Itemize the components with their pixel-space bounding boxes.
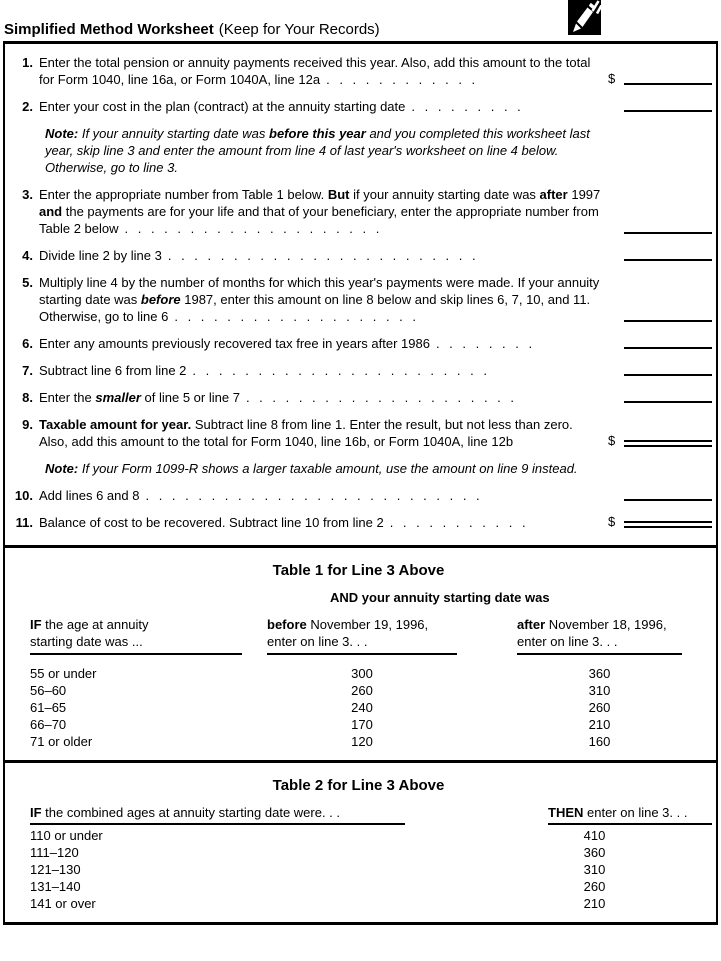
table-2-row [30,878,712,895]
text-run: after [539,187,568,202]
table-1-row-age: 55 or under [30,666,97,681]
text-run: before this year [269,126,366,141]
line-2-answer-blank[interactable] [624,110,712,112]
worksheet-line-1 [11,54,712,88]
table-2-row [30,827,712,844]
table-2-row-ages: 131–140 [30,879,81,894]
text-run: and you completed this worksheet last year, skip line 3 and enter the amount from line 4 of last year's worksheet on line 4 below. Otherwise, go to line 3. [45,126,590,175]
page-title [4,21,380,38]
line-6-answer [608,347,712,349]
line-4-text [39,247,604,264]
worksheet-line-3 [11,186,712,237]
line-4-answer-blank[interactable] [624,259,712,261]
line-7-answer [608,374,712,376]
line-7-text [39,362,604,379]
cell-value: 310 [588,683,611,698]
line-5-number: 5. [22,275,33,290]
line-5-answer [608,320,712,322]
line-3-answer-blank[interactable] [624,232,712,234]
header-bold: before [267,617,307,632]
worksheet-line-7 [11,362,712,379]
text-run: Taxable amount for year. [39,417,192,432]
line-9-number: 9. [22,417,33,432]
table-1-col1-header [30,616,267,665]
line-2-answer [608,110,712,112]
cell-value: 360 [583,845,606,860]
text-run: Enter the [39,390,96,405]
text-run: and [39,204,63,219]
line-10-answer [608,499,712,501]
text-run: Enter your cost in the plan (contract) at the annuity starting date [39,99,406,114]
table-1-row-age: 66–70 [30,717,67,732]
table-2-row [30,861,712,878]
line-2-note [45,125,607,176]
text-run: Add lines 6 and 8 [39,488,140,503]
line-6-text [39,335,604,352]
table-2-row-value [512,861,712,878]
line-1-number: 1. [22,55,33,70]
table-2-row [30,895,712,912]
text-run: Enter the total pension or annuity payments received this year. Also, add this amount to the total for Form 1040, line 16a, or Form 1040A, line 12a [39,55,591,87]
cell-value: 410 [583,828,606,843]
line-6-dot-leader: . . . . . . . . [435,336,533,351]
line-4-answer [608,259,712,261]
line-7-number: 7. [22,363,33,378]
table-2-body [30,827,712,912]
line-11-answer-blank[interactable] [624,521,712,528]
table-1-row-before-value [267,716,517,733]
table-2-col2-header [512,804,712,825]
line-11-currency-symbol: $ [608,514,616,529]
header-bold: IF [30,617,42,632]
cell-value: 240 [351,700,373,715]
pencil-icon [568,0,601,35]
cell-value: 260 [588,700,611,715]
page-title-main: Simplified Method Worksheet [4,21,214,38]
header-text-line2: enter on line 3. . . [267,634,368,649]
line-9-note [45,460,607,477]
line-9-answer [608,434,712,447]
worksheet-line-2 [11,98,712,115]
text-run: Multiply line 4 by the number of months for which this year's payments were made. If your annuity starting date was [39,275,600,307]
table-1-row-age: 61–65 [30,700,67,715]
cell-value: 310 [583,862,606,877]
text-run: smaller [95,390,141,405]
table-2-row-ages: 141 or over [30,896,96,911]
table-2-header-row [30,804,712,825]
table-1-row-before-value [267,733,517,750]
worksheet-line-10 [11,487,712,504]
line-1-currency-symbol: $ [608,71,616,86]
table-1-row-after-value [517,716,712,733]
line-3-text [39,186,604,237]
header [0,0,721,41]
line-1-answer-blank[interactable] [624,83,712,85]
line-8-answer-blank[interactable] [624,401,712,403]
table-1-section [5,548,716,760]
text-run: Note: [45,461,79,476]
text-run: Note: [45,126,79,141]
table-1-row-before-value [267,682,517,699]
cell-value: 170 [351,717,373,732]
line-7-dot-leader: . . . . . . . . . . . . . . . . . . . . . . . [192,363,487,378]
header-text-line2: enter on line 3. . . [517,634,618,649]
worksheet-lines [5,44,716,545]
table-1 [30,616,712,750]
table-2-row-ages: 111–120 [30,845,79,860]
table-1-row-after-value [517,665,712,682]
table-2-row [30,844,712,861]
cell-value: 360 [588,666,611,681]
table-1-row-after-value [517,682,712,699]
header-text-line2: starting date was ... [30,634,143,649]
line-1-text [39,54,604,88]
worksheet-line-6 [11,335,712,352]
line-1-dot-leader: . . . . . . . . . . . . [326,72,476,87]
table-1-col2-header [267,616,517,665]
cell-value: 210 [583,896,606,911]
header-text: the combined ages at annuity starting date were. . . [41,805,341,820]
table-1-row-after-value [517,733,712,750]
line-9-currency-symbol: $ [608,433,616,448]
worksheet-line-8 [11,389,712,406]
line-2-dot-leader: . . . . . . . . . [411,99,521,114]
worksheet-line-4 [11,247,712,264]
text-run: If your annuity starting date was [78,126,269,141]
line-4-number: 4. [22,248,33,263]
table-1-row-age: 56–60 [30,683,67,698]
line-5-text [39,274,604,325]
table-2-row-ages: 110 or under [30,828,103,843]
table-1-row-before-value [267,699,517,716]
line-8-answer [608,401,712,403]
worksheet-line-5 [11,274,712,325]
text-run: Enter the appropriate number from Table 1 below. [39,187,328,202]
line-9-text [39,416,604,450]
table-1-col3-header [517,616,712,665]
line-6-answer-blank[interactable] [624,347,712,349]
worksheet-box [3,41,718,925]
line-11-dot-leader: . . . . . . . . . . . [389,515,526,530]
line-2-number: 2. [22,99,33,114]
text-run: Divide line 2 by line 3 [39,248,162,263]
line-11-text [39,514,604,531]
line-6-number: 6. [22,336,33,351]
text-run: if your annuity starting date was [349,187,540,202]
table-1-row-age: 71 or older [30,734,93,749]
line-10-text [39,487,604,504]
line-3-answer [608,232,712,234]
cell-value: 210 [588,717,611,732]
line-7-answer-blank[interactable] [624,374,712,376]
line-4-dot-leader: . . . . . . . . . . . . . . . . . . . . . . . . [167,248,476,263]
line-8-text [39,389,604,406]
cell-value: 160 [588,734,611,749]
line-10-answer-blank[interactable] [624,499,712,501]
table-2-row-value [512,895,712,912]
text-run: 1997 [567,187,601,202]
table-2-row-value [512,878,712,895]
table-2-row-value [512,844,712,861]
table-2-title: Table 2 for Line 3 Above [272,777,445,794]
line-5-answer-blank[interactable] [624,320,712,322]
table-1-row-before-value [267,665,517,682]
cell-value: 260 [583,879,606,894]
header-bold: IF [30,805,42,820]
page-title-subtitle: (Keep for Your Records) [218,21,380,38]
text-run: If your Form 1099-R shows a larger taxable amount, use the amount on line 9 instead. [78,461,578,476]
table-2-row-value [512,827,712,844]
text-run: Subtract line 8 from line 1. Enter the result, but not less than zero. Also, add this amount to the total for Form 1040, line 16b, or Form 1040A, line 12b [39,417,573,449]
header-text: November 19, 1996, [306,617,429,632]
line-3-number: 3. [22,187,33,202]
header-bold: THEN [548,805,584,820]
header-text: the age at annuity [41,617,149,632]
text-run: But [327,187,350,202]
line-11-number: 11. [15,515,33,530]
header-bold: after [517,617,546,632]
cell-value: 120 [351,734,373,749]
text-run: Subtract line 6 from line 2 [39,363,187,378]
table-2-col1-header [30,804,512,825]
text-run: Balance of cost to be recovered. Subtract line 10 from line 2 [39,515,384,530]
text-run: the payments are for your life and that of your beneficiary, enter the appropriate number from Table 2 below [39,204,599,236]
text-run: of line 5 or line 7 [140,390,240,405]
line-1-answer [608,72,712,85]
table-1-row-after-value [517,699,712,716]
header-text: November 18, 1996, [545,617,667,632]
line-10-dot-leader: . . . . . . . . . . . . . . . . . . . . . . . . . . [145,488,480,503]
line-5-dot-leader: . . . . . . . . . . . . . . . . . . . [174,309,416,324]
line-11-answer [608,515,712,528]
line-9-answer-blank[interactable] [624,440,712,447]
text-run: 1987, enter this amount on line 8 below and skip lines 6, 7, 10, and 11. Otherwise, go to line 6 [39,292,591,324]
table-2-section [5,763,716,922]
table-2-row-ages: 121–130 [30,862,81,877]
text-run: Enter any amounts previously recovered tax free in years after 1986 [39,336,430,351]
line-10-number: 10. [14,488,33,503]
text-run: before [140,292,181,307]
line-3-dot-leader: . . . . . . . . . . . . . . . . . . . . [124,221,380,236]
line-8-number: 8. [22,390,33,405]
worksheet-line-11 [11,514,712,531]
line-2-text [39,98,604,115]
cell-value: 260 [351,683,373,698]
table-1-title: Table 1 for Line 3 Above [272,562,445,579]
line-8-dot-leader: . . . . . . . . . . . . . . . . . . . . . [245,390,515,405]
header-text: enter on line 3. . . [583,805,688,820]
table-1-spanner-heading: AND your annuity starting date was [330,590,550,605]
cell-value: 300 [351,666,373,681]
worksheet-line-9 [11,416,712,450]
